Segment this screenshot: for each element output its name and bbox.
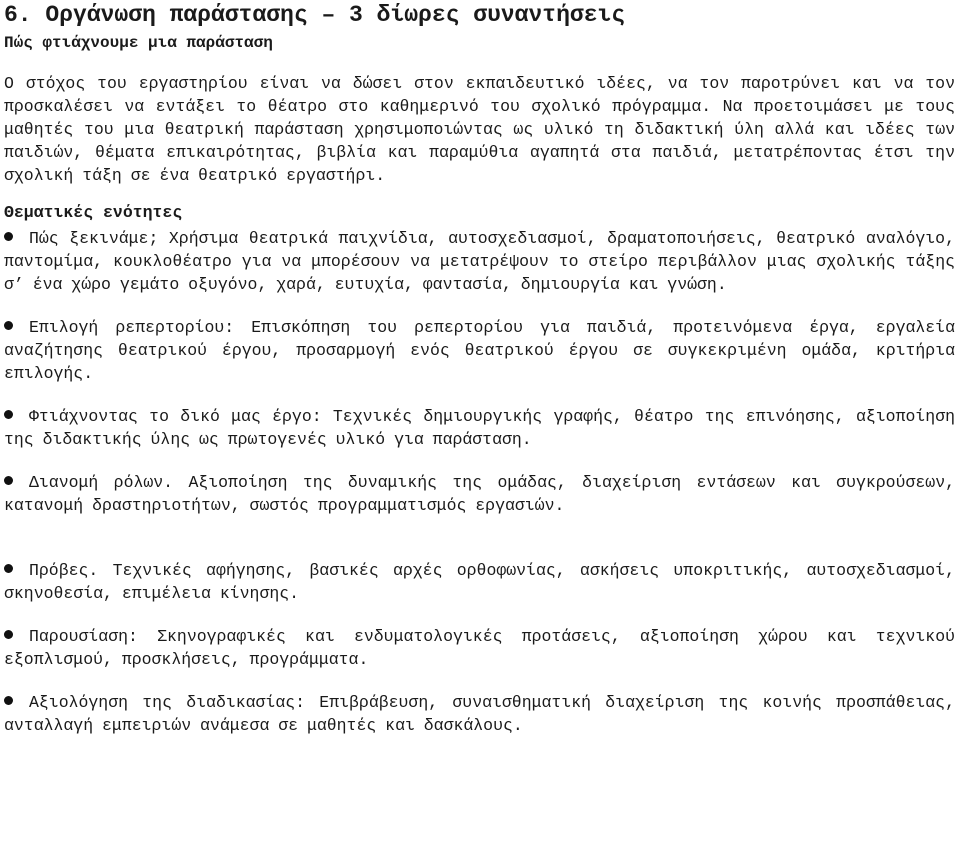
- bullet-icon: [4, 476, 13, 485]
- bullet-icon: [4, 696, 13, 705]
- bullet-icon: [4, 564, 13, 573]
- list-item: [4, 691, 955, 737]
- list-item-text: Παρουσίαση: Σκηνογραφικές και ενδυματολογικές προτάσεις, αξιοποίηση χώρου και τεχνικού εξοπλισμού, προσκλήσεις, προγράμματα.: [4, 627, 955, 669]
- section-heading: Θεματικές ενότητες: [4, 203, 183, 222]
- list-item-text: Πώς ξεκινάμε; Χρήσιμα θεατρικά παιχνίδια, αυτοσχεδιασμοί, δραματοποιήσεις, θεατρικό αναλόγιο, παντομίμα, κουκλοθέατρο για να μπορέσουν να μετατρέψουν το στείρο περιβάλλον μιας σχολικής τάξης σ’ ένα χώρο γεμάτο οξυγόνο, χαρά, ευτυχία, φαντασία, δημιουργία και γνώση.: [4, 229, 955, 294]
- page-title: 6. Οργάνωση παράστασης – 3 δίωρες συναντήσεις: [4, 2, 626, 28]
- list-item: [4, 405, 955, 451]
- bullet-icon: [4, 410, 13, 419]
- list-item: [4, 316, 955, 385]
- bullet-icon: [4, 321, 13, 330]
- list-item-text: Φτιάχνοντας το δικό μας έργο: Τεχνικές δημιουργικής γραφής, θέατρο της επινόησης, αξιοποίηση της διδακτικής ύλης ως πρωτογενές υλικό για παράσταση.: [4, 407, 955, 449]
- intro-paragraph: Ο στόχος του εργαστηρίου είναι να δώσει στον εκπαιδευτικό ιδέες, να τον παροτρύνει και να τον προσκαλέσει να εντάξει το θέατρο στο καθημερινό του σχολικό πρόγραμμα. Να προετοιμάσει με τους μαθητές του μια θεατρική παράσταση χρησιμοποιώντας ως υλικό τη διδακτική ύλη αλλά και ιδέες των παιδιών, θέματα επικαιρότητας, βιβλία και παραμύθια αγαπητά στα παιδιά, μετατρέποντας έτσι την σχολική τάξη σε ένα θεατρικό εργαστήρι.: [4, 74, 955, 185]
- list-item-text: Αξιολόγηση της διαδικασίας: Επιβράβευση, συναισθηματική διαχείριση της κοινής προσπάθειας, ανταλλαγή εμπειριών ανάμεσα σε μαθητές και δασκάλους.: [4, 693, 955, 735]
- list-item-text: Πρόβες. Τεχνικές αφήγησης, βασικές αρχές ορθοφωνίας, ασκήσεις υποκριτικής, αυτοσχεδιασμοί, σκηνοθεσία, επιμέλεια κίνησης.: [4, 561, 955, 603]
- list-item: [4, 625, 955, 671]
- list-item-text: Επιλογή ρεπερτορίου: Επισκόπηση του ρεπερτορίου για παιδιά, προτεινόμενα έργα, εργαλεία αναζήτησης θεατρικού έργου, προσαρμογή ενός θεατρικού έργου σε συγκεκριμένη ομάδα, κριτήρια επιλογής.: [4, 318, 955, 383]
- bullet-icon: [4, 232, 13, 241]
- bullet-icon: [4, 630, 13, 639]
- list-item: [4, 471, 955, 517]
- page-subtitle: Πώς φτιάχνουμε μια παράσταση: [4, 34, 273, 52]
- list-item: [4, 559, 955, 605]
- list-item: [4, 227, 955, 296]
- list-item-text: Διανομή ρόλων. Αξιοποίηση της δυναμικής της ομάδας, διαχείριση εντάσεων και συγκρούσεων, κατανομή δραστηριοτήτων, σωστός προγραμματισμός εργασιών.: [4, 473, 955, 515]
